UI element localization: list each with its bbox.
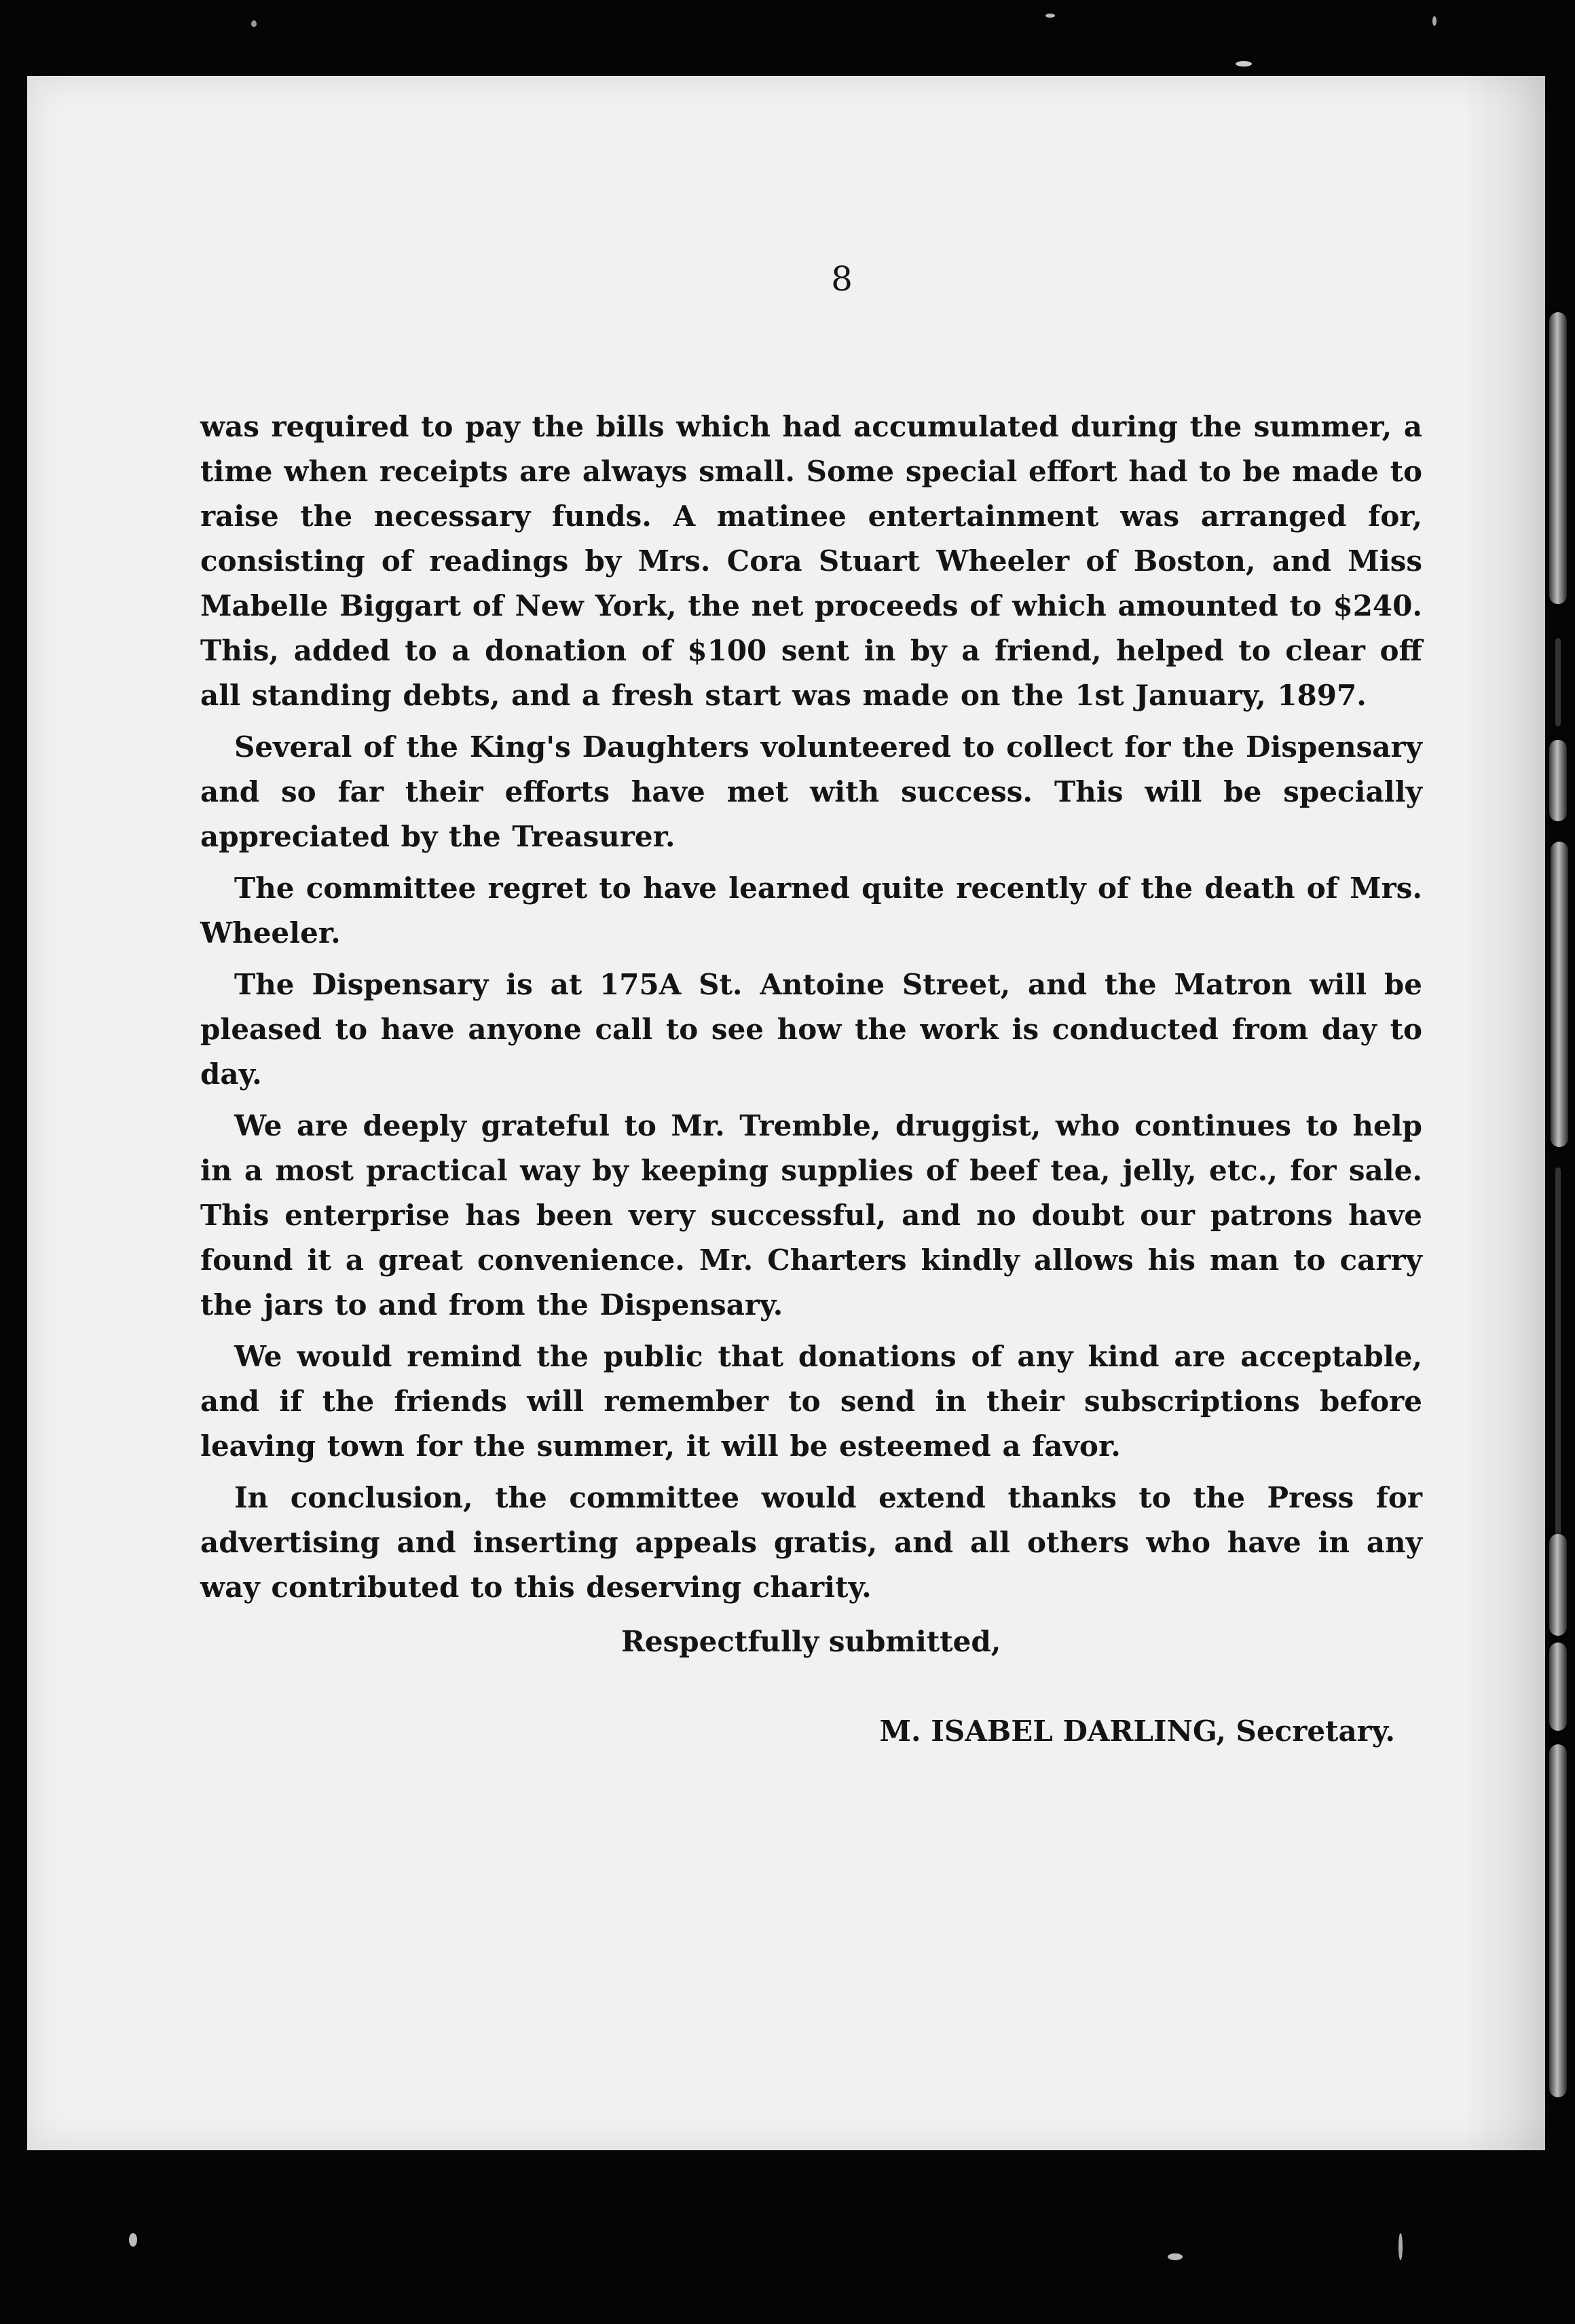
closing-salutation: Respectfully submitted, (621, 1625, 1001, 1658)
dust-speck (1168, 2253, 1183, 2260)
binder-wire (1555, 1167, 1561, 1548)
binder-clip (1549, 1534, 1567, 1636)
page-number: 8 (831, 259, 853, 299)
dust-speck (251, 20, 257, 27)
binder-clip (1549, 740, 1567, 821)
binder-wire (1555, 638, 1561, 726)
dust-speck (129, 2233, 137, 2247)
page-edge-shadow (1464, 76, 1545, 2150)
dust-speck (1236, 61, 1252, 67)
dust-speck (1432, 16, 1437, 26)
paragraph-conclusion: In conclusion, the committee would extend thanks to the Press for advertising and inserting appeals gratis, and all others who have in any way contributed to this deserving charity. (200, 1481, 1422, 1604)
paragraph-donations-reminder: We would remind the public that donations of any kind are acceptable, and if the friends will remember to send in their subscriptions before leaving town for the summer, it will be esteemed a favor. (200, 1340, 1422, 1463)
paragraph-kings-daughters: Several of the King's Daughters volunteered to collect for the Dispensary and so far their efforts have met with success. This will be specially appreciated by the Treasurer. (200, 730, 1422, 853)
binder-clip (1549, 1643, 1567, 1731)
paragraph-funds: was required to pay the bills which had accumulated during the summer, a time when receipts are always small. Some special effort had to be made to raise the necessary funds. A matinee entertainment was arranged for, consisting of readings by Mrs. Cora Stuart Wheeler of Boston, and Miss Mabelle Biggart of New York, the net proceeds of which amounted to $240. This, added to a donation of $100 sent in by a friend, helped to clear off all standing debts, and a fresh start was made on the 1st January, 1897. (200, 410, 1422, 712)
document-page (27, 76, 1545, 2150)
signature-line: M. ISABEL DARLING, Secretary. (879, 1714, 1395, 1748)
paragraph-druggist-thanks: We are deeply grateful to Mr. Tremble, druggist, who continues to help in a most practical way by keeping supplies of beef tea, jelly, etc., for sale. This enterprise has been very successful, and no doubt our patrons have found it a great convenience. Mr. Charters kindly allows his man to carry the jars to and from the Dispensary. (200, 1109, 1422, 1322)
dust-speck (1398, 2233, 1403, 2260)
paragraph-dispensary-address: The Dispensary is at 175A St. Antoine Street, and the Matron will be pleased to have anyone call to see how the work is conducted from day to day. (200, 968, 1422, 1091)
binder-clip (1551, 842, 1568, 1147)
binder-clip (1549, 312, 1567, 604)
dust-speck (1045, 14, 1055, 18)
paragraph-death-notice: The committee regret to have learned quite recently of the death of Mrs. Wheeler. (200, 872, 1422, 950)
report-body (200, 405, 1422, 1754)
binder-clip (1549, 1744, 1567, 2097)
